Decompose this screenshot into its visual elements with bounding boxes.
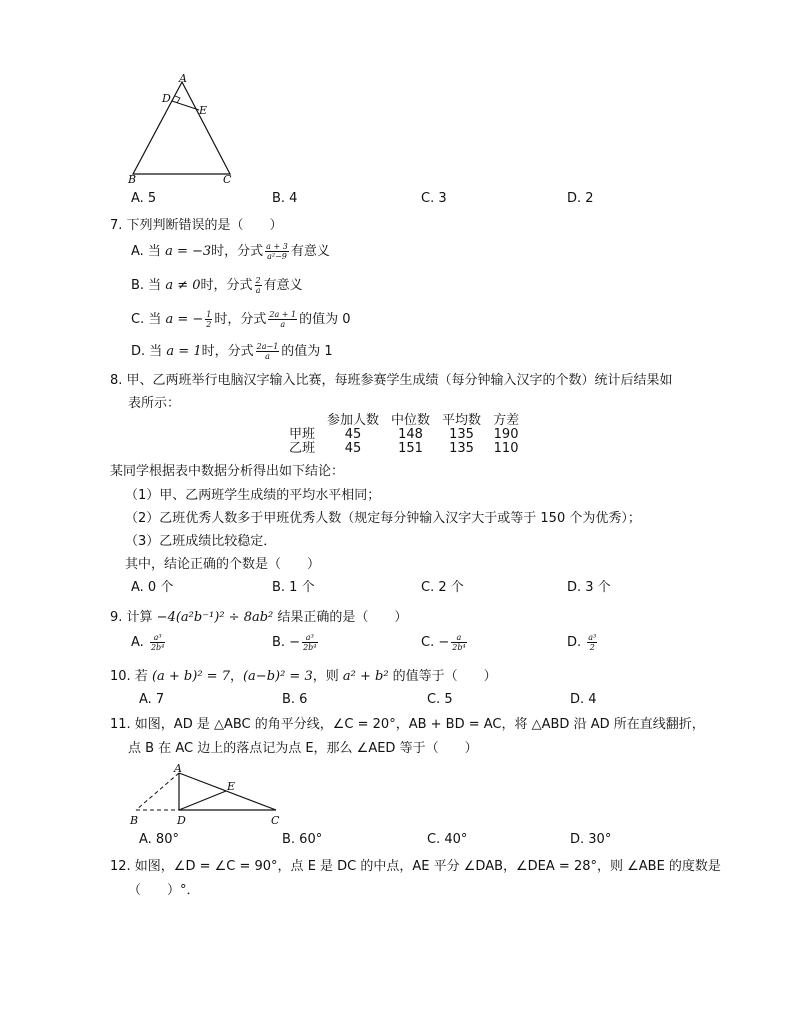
fig6-label-b: B [128, 173, 137, 186]
fig6-label-e: E [199, 104, 208, 117]
q6-option-c: C. 3 [421, 191, 447, 206]
q6-option-b: B. 4 [272, 191, 298, 206]
q10-option-d: D. 4 [570, 692, 597, 707]
fig6-label-d: D [162, 92, 171, 105]
q12-stem-line1: 12. 如图，∠D = ∠C = 90°，点 E 是 DC 的中点，AE 平分 ∠DAB，∠DEA = 28°，则 ∠ABE 的度数是 [110, 859, 721, 874]
q6-option-d: D. 2 [567, 191, 594, 206]
score-table-header: 参加人数 中位数 平均数 方差 [327, 413, 520, 428]
q12-stem-line2: （ ）°． [128, 883, 200, 898]
q7-option-a: A. 当 a = −3时，分式 $\frac{a + 3}{\text{a²−9}}$ 有意义 [131, 242, 330, 261]
q8-conclusion-2: （2）乙班优秀人数多于甲班优秀人数（规定每分钟输入汉字大于或等于 150 个为优秀）； [125, 511, 641, 526]
q7-option-d: D. 当 a = 1时，分式 $\frac{2a-1}{a}$ 的值为 1 [131, 342, 333, 361]
q8-option-b: B. 1 个 [272, 580, 315, 595]
q8-conclusion-1: （1）甲、乙两班学生成绩的平均水平相同； [125, 488, 381, 503]
q8-stem-line1: 8. 甲、乙两班举行电脑汉字输入比赛，每班参赛学生成绩（每分钟输入汉字的个数）统计后结果如 [110, 373, 673, 388]
q11-option-d: D. 30° [570, 832, 612, 847]
fig11-label-a: A [174, 762, 182, 775]
table-row: 乙班 45 151 135 110 [289, 441, 519, 456]
q8-conclusion-3: （3）乙班成绩比较稳定． [125, 534, 277, 549]
q10-option-b: B. 6 [282, 692, 308, 707]
triangle-figure-q6 [120, 72, 250, 188]
q9-option-a: A. $\frac{\text{a³}}{\text{2b⁴}}$ [131, 633, 165, 652]
q9-option-d: D. $\frac{\text{a³}}{2}$ [567, 633, 597, 652]
fig6-label-c: C [223, 173, 232, 186]
q11-stem-line1: 11. 如图，AD 是 △ABC 的角平分线，∠C = 20°，AB + BD = AC，将 △ABD 沿 AD 所在直线翻折， [110, 717, 705, 732]
q11-stem-line2: 点 B 在 AC 边上的落点记为点 E，那么 ∠AED 等于（ ） [128, 741, 478, 756]
q6-option-a: A. 5 [131, 191, 157, 206]
q10-option-a: A. 7 [139, 692, 165, 707]
q9-stem: 9. 计算 −4(a²b⁻¹)² ÷ 8ab² 结果正确的是（ ） [110, 610, 408, 625]
score-table [283, 414, 525, 456]
q8-stem-line2: 表所示： [128, 396, 181, 411]
q8-intro: 某同学根据表中数据分析得出如下结论： [110, 464, 345, 479]
fig11-label-b: B [130, 814, 139, 827]
fig6-label-a: A [179, 72, 187, 85]
q10-option-c: C. 5 [427, 692, 453, 707]
q11-option-b: B. 60° [282, 832, 323, 847]
q7-option-b: B. 当 a ≠ 0时，分式 $\frac{2}{a}$ 有意义 [131, 276, 303, 295]
q8-option-a: A. 0 个 [131, 580, 174, 595]
q8-option-c: C. 2 个 [421, 580, 464, 595]
triangle-figure-q11 [126, 760, 296, 830]
q11-option-a: A. 80° [139, 832, 179, 847]
q11-option-c: C. 40° [427, 832, 468, 847]
q9-option-b: B. − $\frac{\text{a³}}{\text{2b⁴}}$ [272, 633, 317, 652]
q7-stem: 7. 下列判断错误的是（ ） [110, 218, 283, 233]
q10-stem: 10. 若 (a + b)² = 7，(a−b)² = 3，则 a² + b² 的值等于（ ） [110, 669, 497, 684]
q8-question: 其中，结论正确的个数是（ ） [125, 557, 321, 572]
fig11-label-d: D [177, 814, 186, 827]
q7-option-c: C. 当 a = − $\frac{1}{2}$ 时，分式 $\frac{2a + 1}{a}$ 的值为 0 [131, 310, 351, 329]
q8-option-d: D. 3 个 [567, 580, 611, 595]
fig11-label-c: C [271, 814, 280, 827]
table-row: 甲班 45 148 135 190 [289, 427, 519, 442]
fig11-label-e: E [227, 780, 236, 793]
q9-option-c: C. − $\frac{a}{\text{2b⁴}}$ [421, 633, 466, 652]
